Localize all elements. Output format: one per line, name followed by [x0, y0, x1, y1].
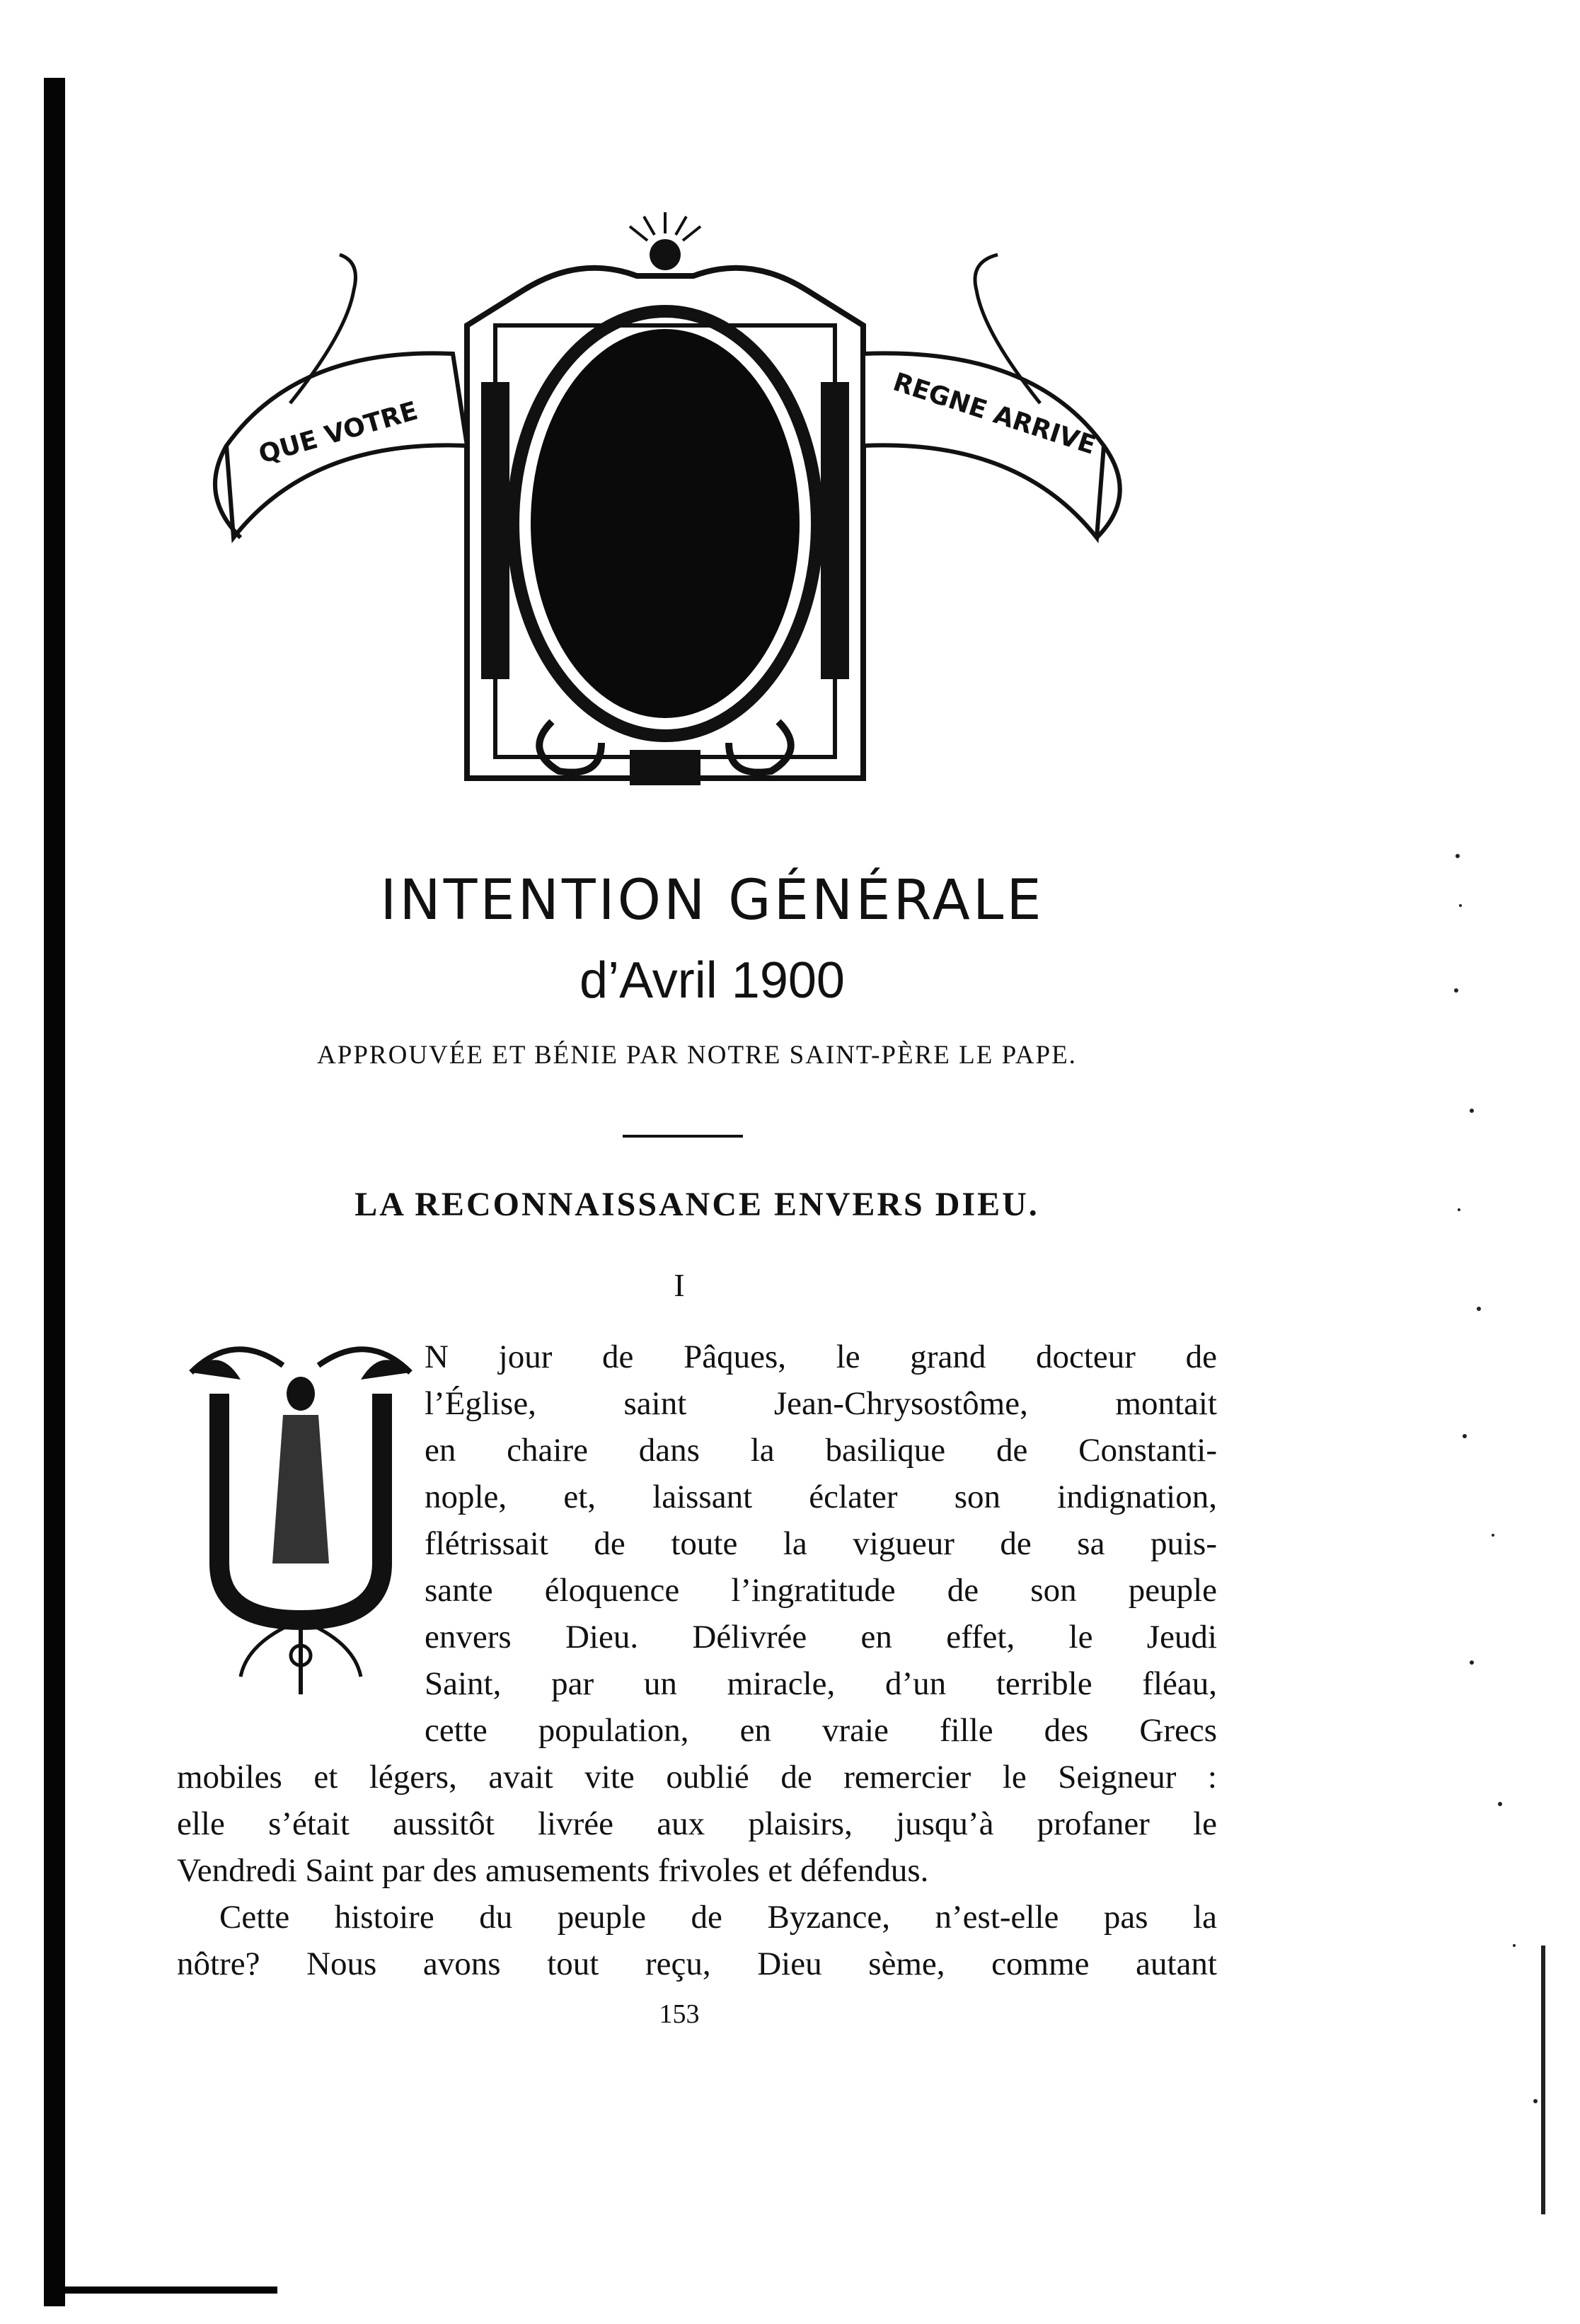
body-line-12: Vendredi Saint par des amusements frivoles et défendus. — [177, 1852, 929, 1889]
section-title: LA RECONNAISSANCE ENVERS DIEU. — [354, 1186, 1039, 1223]
body-line-7: envers Dieu. Délivrée en effet, le Jeudi — [425, 1619, 1217, 1655]
body-line-10: mobiles et légers, avait vite oublié de remercier le Seigneur : — [177, 1759, 1217, 1796]
section-number: I — [674, 1267, 685, 1303]
body-line-11: elle s’était aussitôt livrée aux plaisirs, jusqu’à profaner le — [177, 1805, 1217, 1842]
body-line-9: cette population, en vraie fille des Grecs — [425, 1712, 1217, 1749]
ribbon-left-text: QUE VOTRE — [255, 396, 422, 470]
body-line-1: N jour de Pâques, le grand docteur de — [425, 1339, 1217, 1375]
page-subtitle-date: d’Avril 1900 — [579, 952, 845, 1009]
body-line-6: sante éloquence l’ingratitude de son peuple — [425, 1572, 1217, 1609]
book-spine-foot — [65, 2287, 277, 2294]
book-spine-shadow — [44, 78, 65, 2306]
scan-speckles — [1451, 814, 1557, 2228]
ornamental-cartouche — [184, 212, 1189, 807]
body-line-3: en chaire dans la basilique de Constanti- — [425, 1432, 1217, 1469]
ribbon-right-text: REGNE ARRIVE — [889, 367, 1100, 461]
body-line-8: Saint, par un miracle, d’un terrible fléau, — [425, 1665, 1217, 1702]
body-line-13: Cette histoire du peuple de Byzance, n’est-elle pas la — [219, 1899, 1217, 1936]
body-line-2: l’Église, saint Jean-Chrysostôme, montait — [425, 1385, 1217, 1422]
body-line-5: flétrissait de toute la vigueur de sa puis- — [425, 1525, 1217, 1562]
body-line-4: nople, et, laissant éclater son indignation, — [425, 1479, 1217, 1515]
approval-note: APPROUVÉE ET BÉNIE PAR NOTRE SAINT-PÈRE LE PAPE. — [317, 1041, 1077, 1070]
sunburst-crest — [630, 212, 700, 241]
decorated-initial-u-icon — [177, 1330, 425, 1698]
page-title: INTENTION GÉNÉRALE — [380, 869, 1044, 932]
body-line-14: nôtre? Nous avons tout reçu, Dieu sème, comme autant — [177, 1946, 1217, 1982]
divider-rule — [623, 1135, 743, 1138]
page-number: 153 — [659, 1999, 700, 2029]
